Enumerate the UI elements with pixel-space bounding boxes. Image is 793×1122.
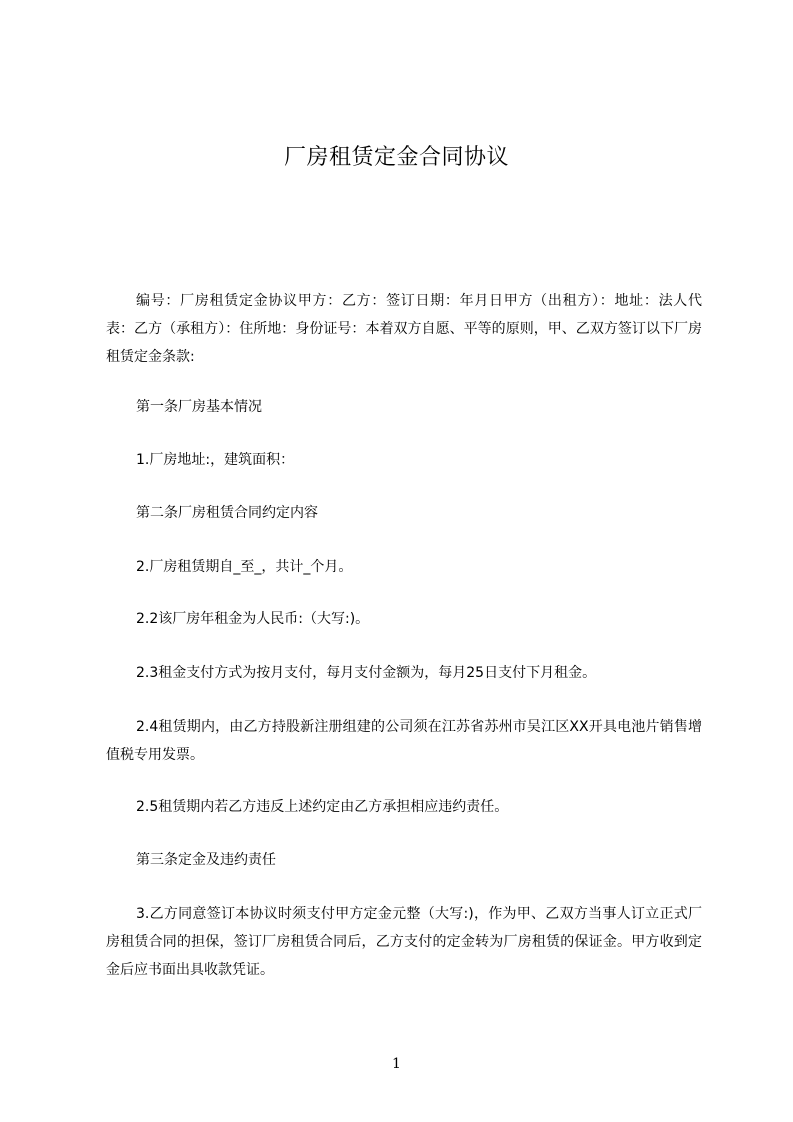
- preamble-paragraph: 编号：厂房租赁定金协议甲方：乙方：签订日期：年月日甲方（出租方）：地址：法人代表：乙方（承租方）：住所地：身份证号：本着双方自愿、平等的原则，甲、乙双方签订以下厂房租赁定金条款:: [106, 293, 702, 365]
- article-1-heading: 第一条厂房基本情况: [136, 399, 262, 415]
- article-2-heading: 第二条厂房租赁合同约定内容: [136, 505, 318, 521]
- clause-2-4-paragraph: 2.4租赁期内，由乙方持股新注册组建的公司须在江苏省苏州市吴江区XX开具电池片销售增值税专用发票。: [106, 719, 702, 763]
- document-title: 厂房租赁定金合同协议: [283, 145, 509, 170]
- article-3-heading: 第三条定金及违约责任: [136, 852, 276, 868]
- clause-1-paragraph: 1.厂房地址:，建筑面积：: [136, 452, 295, 468]
- clause-2-1-paragraph: 2.厂房租赁期自_至_，共计_个月。: [136, 559, 353, 575]
- clause-3-paragraph: 3.乙方同意签订本协议时须支付甲方定金元整（大写:)，作为甲、乙双方当事人订立正式厂房租赁合同的担保，签订厂房租赁合同后，乙方支付的定金转为厂房租赁的保证金。甲方收到定金后应书面出具收款凭证。: [106, 906, 702, 978]
- clause-2-2-paragraph: 2.2该厂房年租金为人民币:（大写:)。: [136, 611, 370, 627]
- page-number: 1: [392, 1056, 401, 1072]
- clause-2-5-paragraph: 2.5租赁期内若乙方违反上述约定由乙方承担相应违约责任。: [136, 799, 509, 815]
- clause-2-3-paragraph: 2.3租金支付方式为按月支付，每月支付金额为，每月25日支付下月租金。: [136, 665, 597, 681]
